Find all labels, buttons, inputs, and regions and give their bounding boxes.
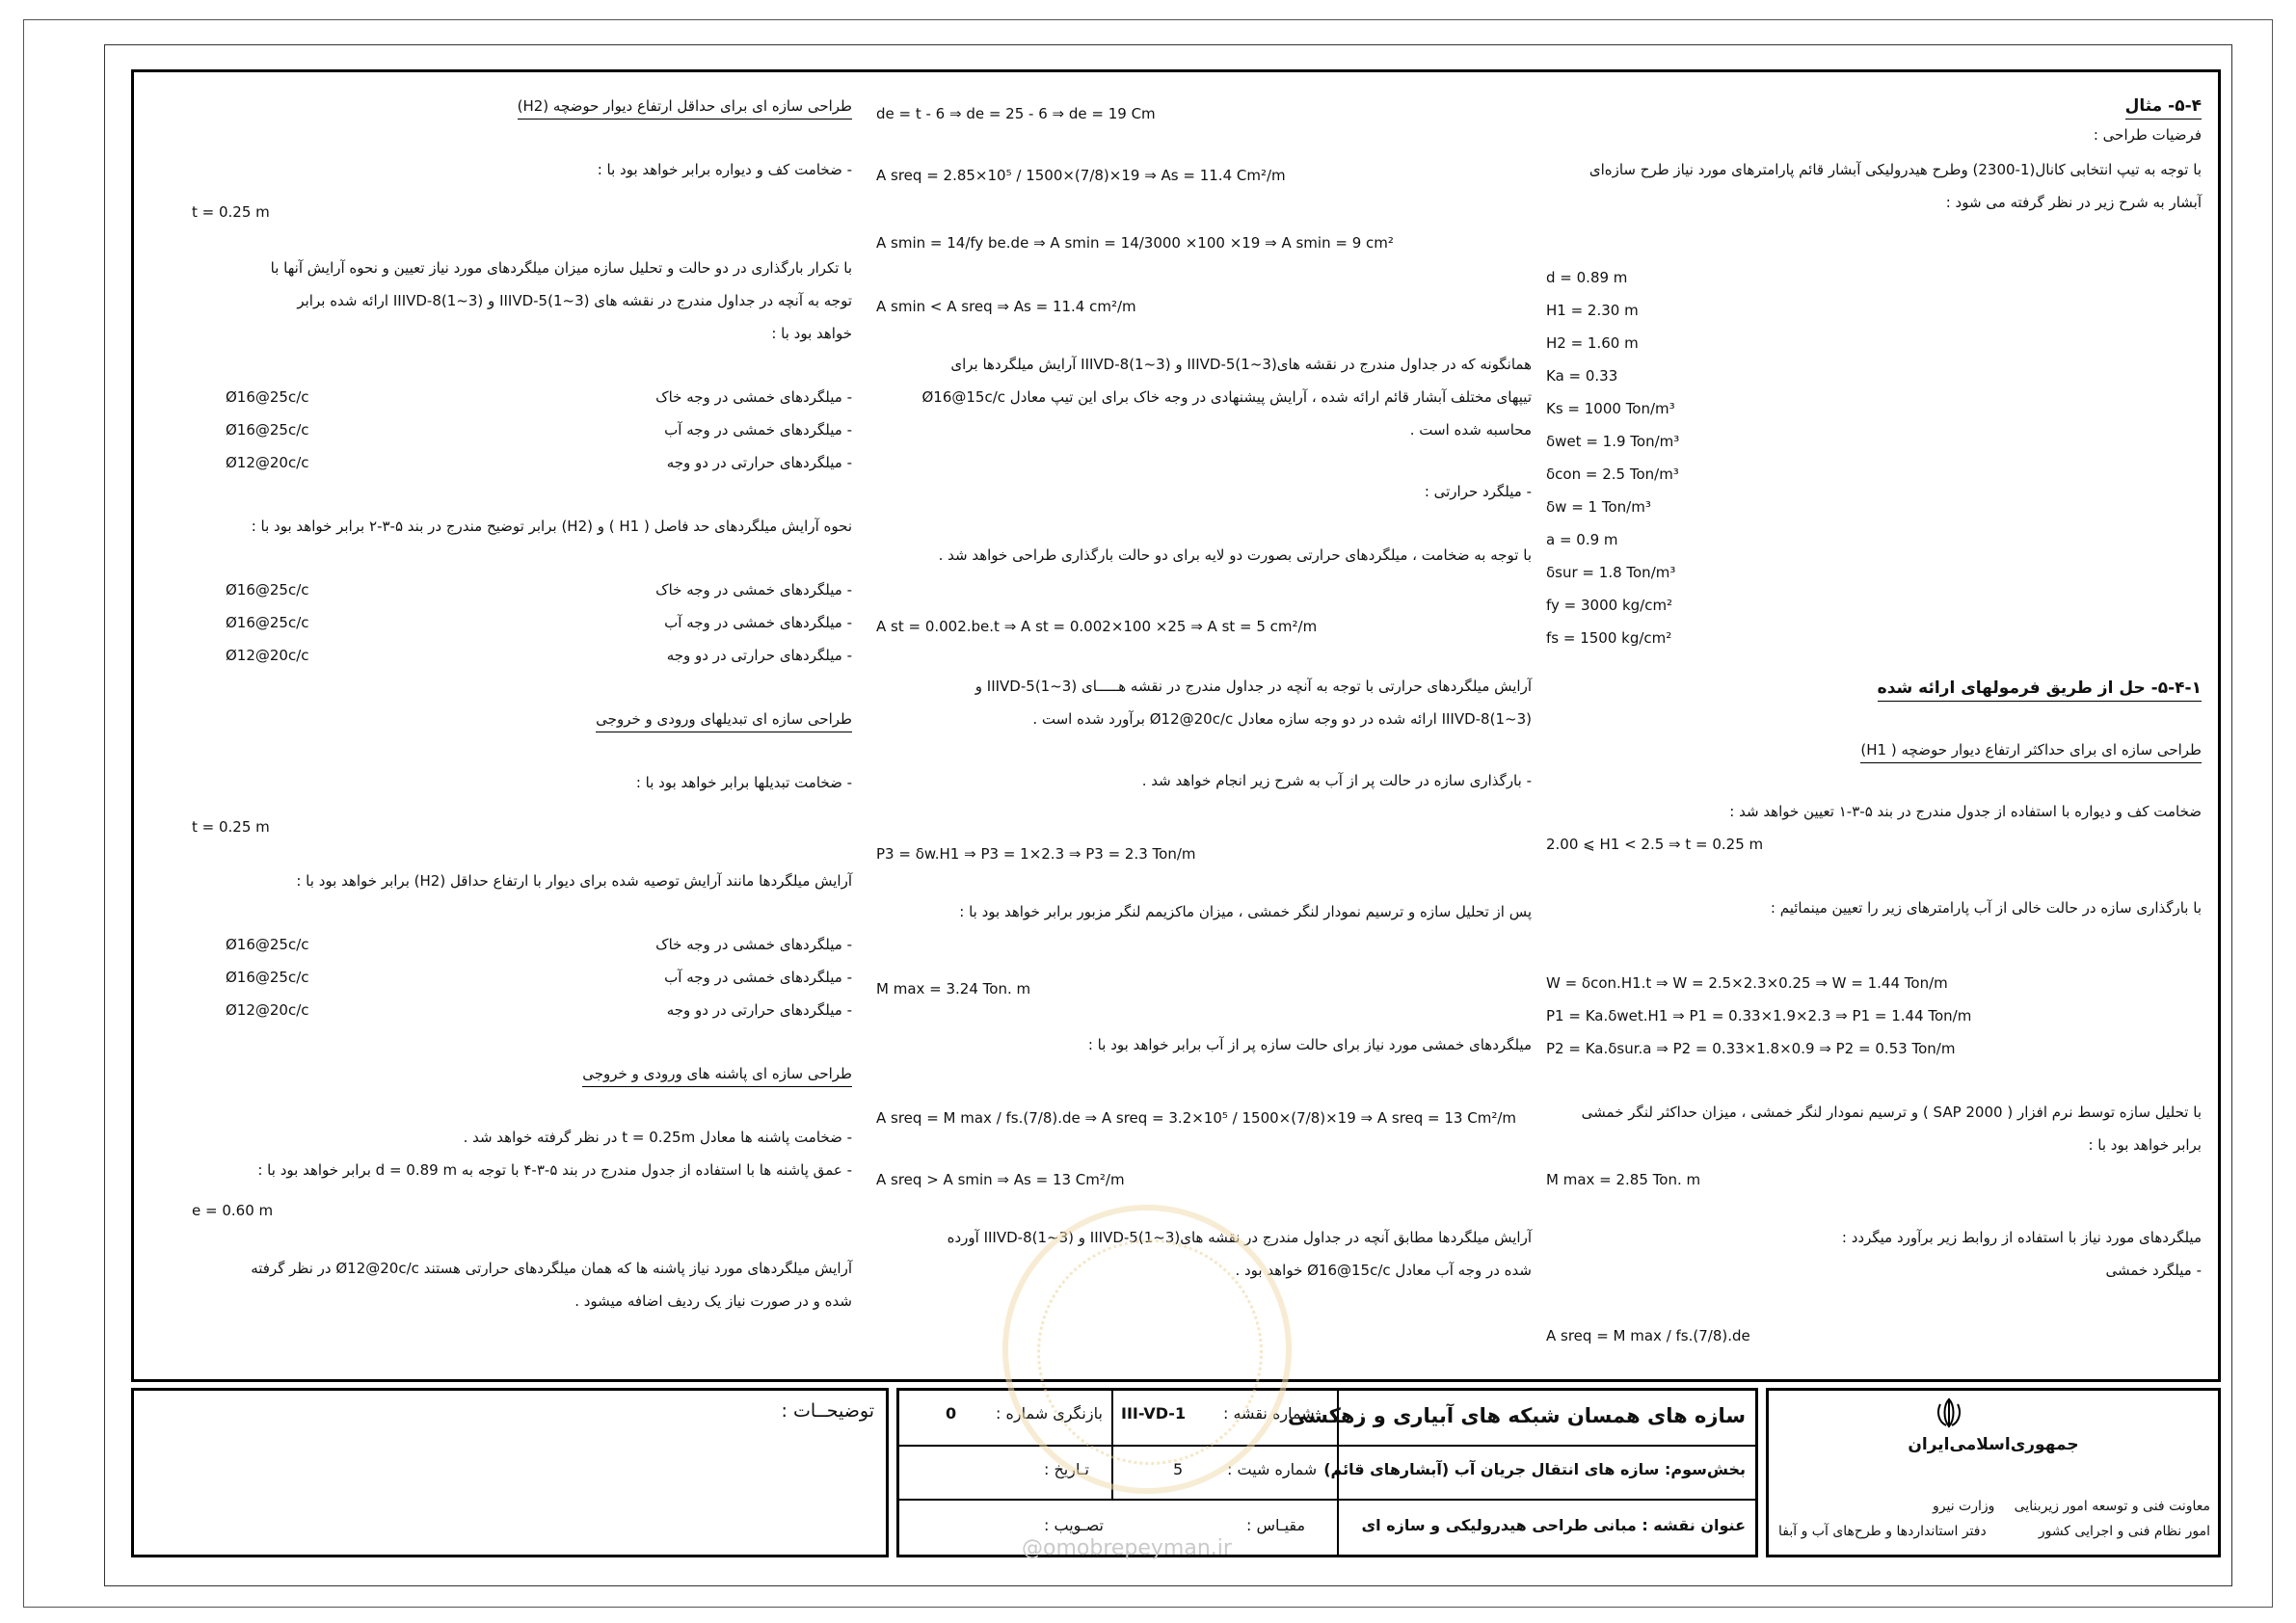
param-dw: δw = 1 Ton/m³	[1546, 498, 1651, 516]
param-h1: H1 = 2.30 m	[1546, 302, 1639, 319]
assumptions-title: فرضیات طراحی :	[2093, 126, 2202, 144]
section-name: بخش‌سوم: سازه های انتقال جریان آب (آبشارهای قائم)	[1323, 1460, 1746, 1478]
param-d: d = 0.89 m	[1546, 269, 1628, 286]
org-line-1b: وزارت نیرو	[1933, 1499, 1995, 1514]
right-column	[1546, 72, 2202, 1379]
transition-text: نحوه آرایش میلگردهای حد فاصل ( H1 ) و (H2) برابر توضیح مندرج در بند ۵-۳-۲ برابر خواهد بود با :	[251, 518, 852, 535]
thickness-item: - ضخامت کف و دیواره برابر خواهد بود با :	[597, 161, 852, 178]
drawing-title: عنوان نقشه : مبانی طراحی هیدرولیکی و سازه ای	[1361, 1516, 1746, 1534]
intro-line-1: با توجه به تیپ انتخابی کانال(1-2300) وطرح هیدرولیکی آبشار قائم پارامترهای مورد نیاز طرح سازه‌ای	[1589, 161, 2202, 178]
p3-formula: P3 = δw.H1 ⇒ P3 = 1×2.3 ⇒ P3 = 2.3 Ton/m	[876, 845, 1196, 863]
para-2a: آرایش میلگردهای حرارتی با توجه به آنچه در جداول مندرج در نقشه هـــــای (3~1)IIIVD-5 و	[974, 678, 1532, 695]
thickness-formula: 2.00 ⩽ H1 < 2.5 ⇒ t = 0.25 m	[1546, 836, 1764, 853]
formula-w: W = δcon.H1.t ⇒ W = 2.5×2.3×0.25 ⇒ W = 1.44 Ton/m	[1546, 974, 1948, 992]
transitions-title: طراحی سازه ای تبدیلهای ورودی و خروجی	[173, 708, 852, 732]
thermal-text: با توجه به ضخامت ، میلگردهای حرارتی بصورت دو لایه برای دو حالت بارگذاری طراحی خواهد شد .	[938, 546, 1532, 564]
solution-title: ۵-۴-۱- حل از طریق فرمولهای ارائه شده	[1546, 678, 2202, 702]
thickness-text: ضخامت کف و دیواره با استفاده از جدول مندرج در بند ۵-۳-۱ تعیین خواهد شد :	[1729, 803, 2202, 820]
para-2b: (3~1)IIIVD-8 ارائه شده در دو وجه سازه معادل Ø12@20c/c برآورد شده است .	[1032, 710, 1532, 728]
as-formula: A sreq = M max / fs.(7/8).de	[1546, 1327, 1750, 1344]
approval-label: تصـویب :	[1044, 1516, 1104, 1534]
sap-text-2: برابر خواهد بود با :	[2088, 1136, 2202, 1154]
h1-design-title: طراحی سازه ای برای حداکثر ارتفاع دیوار حوضچه ( H1)	[1546, 739, 2202, 763]
after-analysis-text: پس از تحلیل سازه و ترسیم نمودار لنگر خمشی ، میزان ماکزیمم لنگر مزبور برابر خواهد بود با :	[959, 903, 1532, 920]
left-column: طراحی سازه ای برای حداقل ارتفاع دیوار حوضچه (H2) - ضخامت کف و دیواره برابر خواهد بود با : t = 0.25 m با تکرار بارگذاری در دو حالت و تحلیل سازه میزان میلگردهای مورد نیاز تعیین و نحوه آرایش آنها با توجه به آنچه در جداول مندرج در نقشه های (3~1)IIIVD-5 و (3~1)IIIVD-8 ارائه شده برابر خواهد بود با : - میلگردهای خمشی در وجه خاک Ø16@25c/c - میلگردهای خمشی در وجه آب Ø16@25c/c - میلگردهای حرارتی در دو وجه Ø12@20c/c نحوه آرایش میلگردهای حد فاصل ( H1 ) و (H2) برابر توضیح مندرج در بند ۵-۳-۲ برابر خواهد بود با : - میلگردهای خمشی در وجه خاک Ø16@25c/c - میلگردهای خمشی در وجه آب Ø16@25c/c - میلگردهای حرارتی در دو وجه Ø12@20c/c طراحی سازه ای تبدیلهای ورودی و خروجی - ضخامت تبدیلها برابر خواهد بود با : t = 0.25 m آرایش میلگردها مانند آرایش توصیه شده برای دیوار با ارتفاع حداقل (H2) برابر خواهد بود با : - میلگردهای خمشی در وجه خاک Ø16@25c/c - میلگردهای خمشی در وجه آب Ø16@25c/c - میلگردهای حرارتی در دو وجه Ø12@20c/c طراحی سازه ای پاشنه های ورودی و خروجی - ضخامت پاشنه ها معادل t = 0.25m در نظر گرفته خواهد شد . - عمق پاشنه ها با استفاده از جدول مندرج در بند ۵-۳-۴ با توجه به d = 0.89 m برابر خواهد بود با : e = 0.60 m آرایش میلگردهای مورد نیاز پاشنه ها که همان میلگردهای حرارتی هستند Ø12@20c/c در نظر گرفته شده و در صورت نیاز یک ردیف اضافه میشود .	[173, 72, 852, 1379]
iran-emblem-icon	[1933, 1397, 1965, 1429]
para-4a: آرایش میلگردها مطابق آنچه در جداول مندرج در نقشه های(3~1)IIIVD-5 و (3~1)IIIVD-8 آورده	[947, 1229, 1532, 1246]
project-title: سازه های همسان شبکه های آبیاری و زهکشی	[1288, 1404, 1746, 1427]
asreq-formula-2: A sreq = M max / fs.(7/8).de ⇒ A sreq = 3.2×10⁵ / 1500×(7/8)×19 ⇒ A sreq = 13 Cm²/m	[876, 1109, 1516, 1127]
sap-text-1: با تحلیل سازه توسط نرم افزار ( SAP 2000 ) و ترسیم نمودار لنگر خمشی ، میزان حداکثر لنگر خمشی	[1581, 1104, 2202, 1121]
heel-depth-item: - عمق پاشنه ها با استفاده از جدول مندرج در بند ۵-۳-۴ با توجه به d = 0.89 m برابر خواهد بود با :	[257, 1161, 852, 1179]
heel-rebar-text-a: آرایش میلگردهای مورد نیاز پاشنه ها که همان میلگردهای حرارتی هستند Ø12@20c/c در نظر گرفته	[251, 1260, 852, 1277]
repeat-text-b: توجه به آنچه در جداول مندرج در نقشه های (3~1)IIIVD-5 و (3~1)IIIVD-8 ارائه شده برابر	[297, 292, 852, 309]
para-4b: شده در وجه آب معادل Ø16@15c/c خواهد بود .	[1235, 1262, 1532, 1279]
watermark-site: @omobrepeyman.ir	[1022, 1536, 1232, 1560]
drawing-number: III-VD-1	[1121, 1404, 1187, 1423]
middle-column	[876, 72, 1532, 1379]
drawing-number-label: شماره نقشه :	[1223, 1404, 1315, 1423]
date-label: تـاریخ :	[1044, 1460, 1089, 1478]
scale-label: مقیـاس :	[1246, 1516, 1306, 1534]
org-line-2: امور نظام فنی و اجرایی کشور	[2038, 1524, 2210, 1539]
heels-title: طراحی سازه ای پاشنه های ورودی و خروجی	[173, 1063, 852, 1087]
compare-formula-2: A sreq > A smin ⇒ As = 13 Cm²/m	[876, 1171, 1125, 1188]
notes-block	[131, 1388, 889, 1557]
revision-number: 0	[946, 1404, 957, 1423]
param-dwet: δwet = 1.9 Ton/m³	[1546, 433, 1680, 450]
compare-formula-1: A smin < A sreq ⇒ As = 11.4 cm²/m	[876, 298, 1136, 315]
rebar-required-text: میلگردهای مورد نیاز با استفاده از روابط زیر برآورد میگردد :	[1841, 1229, 2202, 1246]
full-load-item: - بارگذاری سازه در حالت پر از آب به شرح زیر انجام خواهد شد .	[1141, 772, 1532, 789]
param-dcon: δcon = 2.5 Ton/m³	[1546, 466, 1679, 483]
mmax-value: M max = 2.85 Ton. m	[1546, 1171, 1701, 1188]
mmax-value-2: M max = 3.24 Ton. m	[876, 980, 1031, 998]
h2-design-title: طراحی سازه ای برای حداقل ارتفاع دیوار حوضچه (H2)	[173, 95, 852, 120]
org-line-1: معاونت فنی و توسعه امور زیربنایی	[2014, 1499, 2210, 1514]
revision-label: بازنگری شماره :	[996, 1404, 1103, 1423]
full-need-text: میلگردهای خمشی مورد نیاز برای حالت سازه پر از آب برابر خواهد بود با :	[1087, 1036, 1532, 1053]
para-1b: تیپهای مختلف آبشار قائم ارائه شده ، آرایش پیشنهادی در وجه خاک برای این تیپ معادل Ø16@15c/c	[921, 388, 1532, 406]
para-1c: محاسبه شده است .	[1409, 421, 1532, 439]
sheet-number: 5	[1173, 1460, 1184, 1478]
t-value-1: t = 0.25 m	[192, 203, 270, 221]
drawing-body	[131, 69, 2221, 1382]
de-formula: de = t - 6 ⇒ de = 25 - 6 ⇒ de = 19 Cm	[876, 105, 1156, 122]
bending-rebar-item: - میلگرد خمشی	[2105, 1262, 2202, 1279]
watermark-seal	[1002, 1205, 1292, 1494]
param-a: a = 0.9 m	[1546, 531, 1618, 548]
empty-load-text: با بارگذاری سازه در حالت خالی از آب پارامترهای زیر را تعیین مینمائیم :	[1770, 899, 2202, 917]
param-h2: H2 = 1.60 m	[1546, 334, 1639, 352]
section-title: ۵-۴- مثال	[1546, 95, 2202, 120]
organization-block	[1766, 1388, 2221, 1557]
formula-p2: P2 = Ka.δsur.a ⇒ P2 = 0.33×1.8×0.9 ⇒ P2 = 0.53 Ton/m	[1546, 1040, 1956, 1057]
param-fs: fs = 1500 kg/cm²	[1546, 629, 1672, 647]
param-dsur: δsur = 1.8 Ton/m³	[1546, 564, 1676, 581]
country-name: جمهوری‌اسلامی‌ایران	[1908, 1435, 2079, 1454]
notes-label: توضیحــات :	[781, 1400, 874, 1422]
param-ks: Ks = 1000 Ton/m³	[1546, 400, 1675, 417]
repeat-text-a: با تکرار بارگذاری در دو حالت و تحلیل سازه میزان میلگردهای مورد نیاز تعیین و نحوه آرایش آنها با	[270, 259, 852, 277]
asmin-formula: A smin = 14/fy be.de ⇒ A smin = 14/3000 ×100 ×19 ⇒ A smin = 9 cm²	[876, 234, 1394, 252]
thermal-rebar-item: - میلگرد حرارتی :	[1424, 483, 1532, 500]
sheet-label: شماره شیت :	[1227, 1460, 1318, 1478]
heel-rebar-text-b: شده و در صورت نیاز یک ردیف اضافه میشود .	[574, 1292, 852, 1310]
para-1a: همانگونه که در جداول مندرج در نقشه های(3~1)IIIVD-5 و (3~1)IIIVD-8 آرایش میلگردها برای	[950, 356, 1532, 373]
ast-formula: A st = 0.002.be.t ⇒ A st = 0.002×100 ×25 ⇒ A st = 5 cm²/m	[876, 618, 1318, 635]
param-fy: fy = 3000 kg/cm²	[1546, 597, 1673, 614]
intro-line-2: آبشار به شرح زیر در نظر گرفته می شود :	[1945, 194, 2202, 211]
t-value-2: t = 0.25 m	[192, 818, 270, 836]
repeat-text-c: خواهد بود با :	[771, 325, 852, 342]
formula-p1: P1 = Ka.δwet.H1 ⇒ P1 = 0.33×1.9×2.3 ⇒ P1 = 1.44 Ton/m	[1546, 1007, 1972, 1024]
asreq-formula-1: A sreq = 2.85×10⁵ / 1500×(7/8)×19 ⇒ As = 11.4 Cm²/m	[876, 167, 1286, 184]
transition-rebar-text: آرایش میلگردها مانند آرایش توصیه شده برای دیوار با ارتفاع حداقل (H2) برابر خواهد بود با :	[296, 872, 852, 890]
org-line-2b: دفتر استانداردها و طرح‌های آب و آبفا	[1778, 1524, 1987, 1539]
param-ka: Ka = 0.33	[1546, 367, 1618, 385]
transition-thickness-item: - ضخامت تبدیلها برابر خواهد بود با :	[635, 774, 852, 791]
e-value: e = 0.60 m	[192, 1202, 274, 1219]
heel-thickness-item: - ضخامت پاشنه ها معادل t = 0.25m در نظر گرفته خواهد شد .	[463, 1129, 852, 1146]
